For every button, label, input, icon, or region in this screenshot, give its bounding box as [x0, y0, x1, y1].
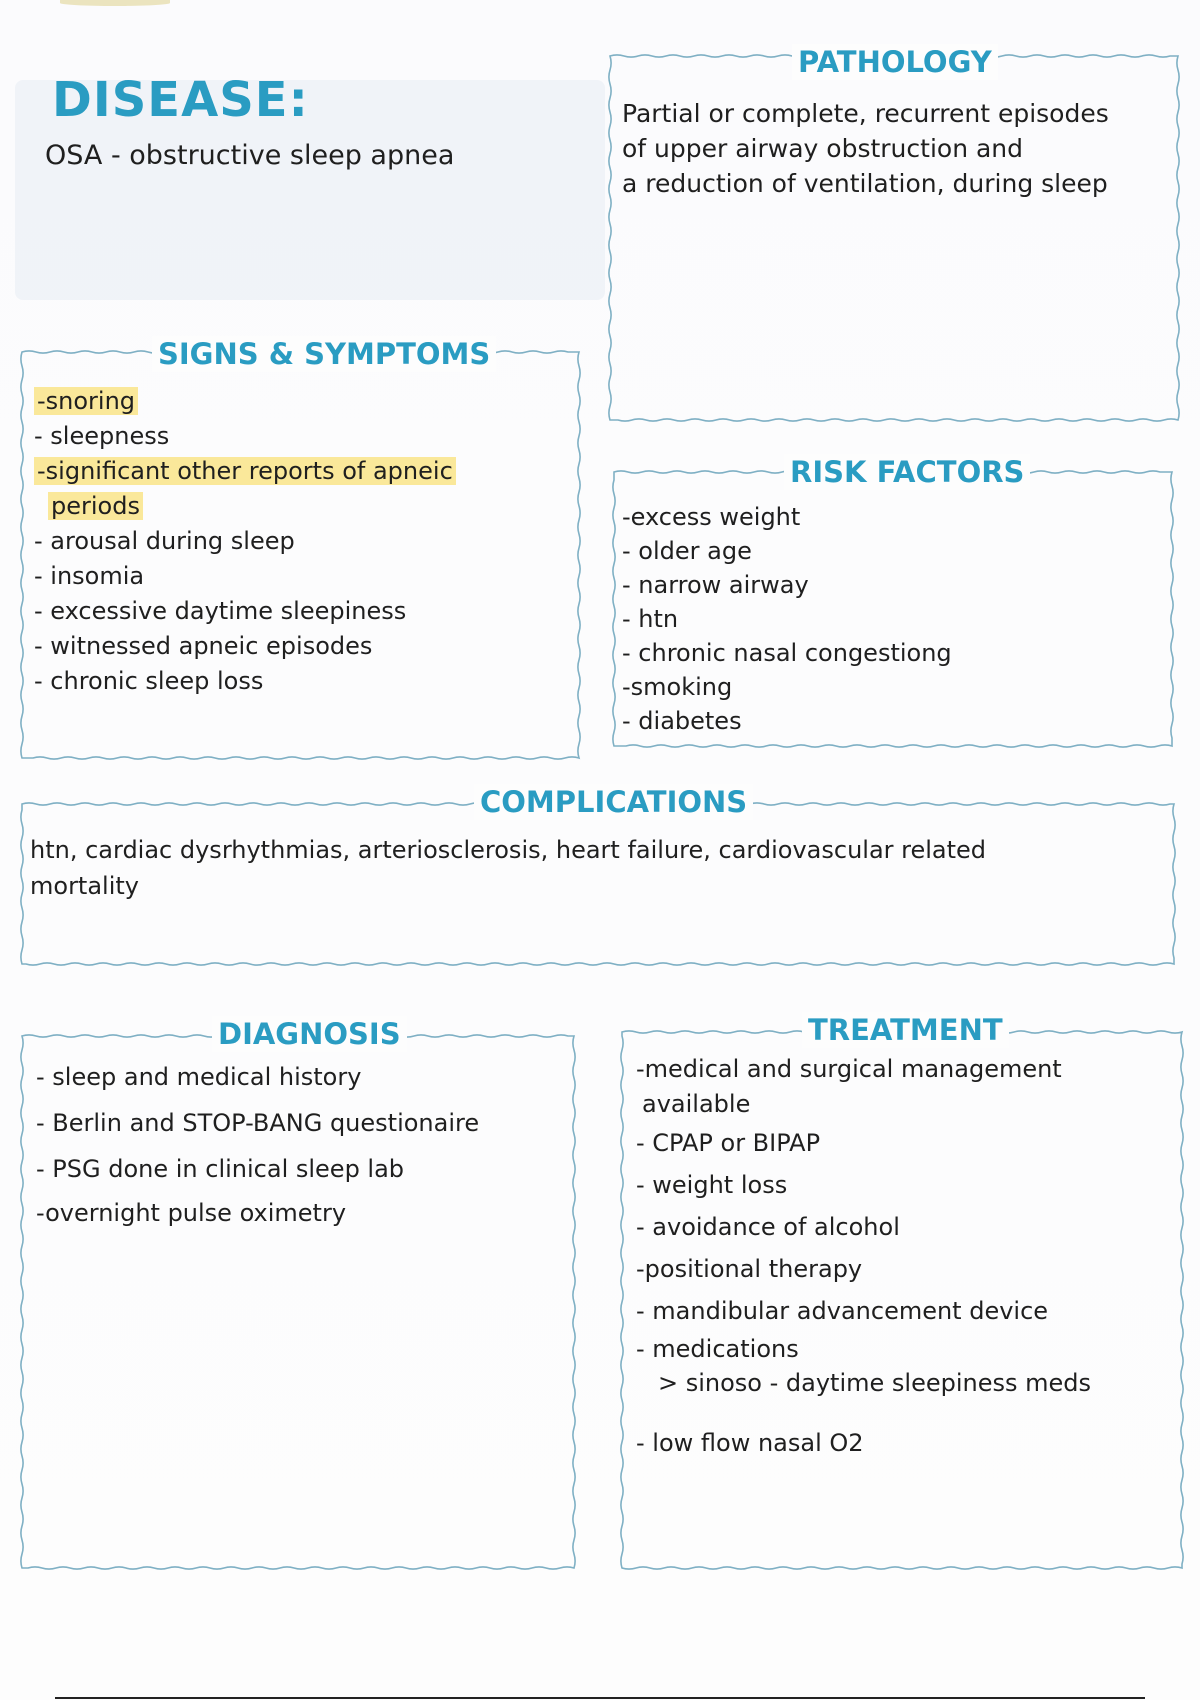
- symptom-item: [34, 419, 456, 454]
- pathology-line: Partial or complete, recurrent episodes: [622, 99, 1109, 128]
- treatment-list: [636, 1052, 1091, 1464]
- treatment-item: - mandibular advancement device: [636, 1297, 1049, 1325]
- complications-text: [30, 832, 986, 904]
- symptom-item: [34, 489, 456, 524]
- symptom-item: [34, 384, 456, 419]
- treatment-item: -positional therapy: [636, 1255, 863, 1283]
- symptom-text: - arousal during sleep: [34, 527, 295, 555]
- diagnosis-item: -overnight pulse oximetry: [36, 1199, 347, 1227]
- symptom-item: [34, 629, 456, 664]
- disease-heading: DISEASE:: [52, 72, 309, 128]
- symptom-text: - sleepness: [34, 422, 170, 450]
- risk-factor-item: - chronic nasal congestiong: [622, 639, 952, 667]
- risk-factor-item: -excess weight: [622, 503, 801, 531]
- symptom-item: [34, 559, 456, 594]
- pathology-text: [622, 96, 1109, 201]
- treatment-item: > sinoso - daytime sleepiness meds: [658, 1369, 1092, 1397]
- treatment-title: TREATMENT: [802, 1012, 1009, 1048]
- risk-factor-item: - diabetes: [622, 707, 742, 735]
- pathology-line: of upper airway obstruction and: [622, 134, 1024, 163]
- risk-factor-item: - narrow airway: [622, 571, 809, 599]
- complications-line: htn, cardiac dysrhythmias, arteriosclerosis, heart failure, cardiovascular related: [30, 836, 987, 864]
- symptom-text: - excessive daytime sleepiness: [34, 597, 407, 625]
- treatment-item: - low flow nasal O2: [636, 1429, 864, 1457]
- risk-factor-item: - older age: [622, 537, 752, 565]
- bottom-rule: [55, 1697, 1145, 1699]
- treatment-item: - weight loss: [636, 1171, 788, 1199]
- symptom-text: periods: [48, 492, 143, 520]
- symptom-text: -snoring: [34, 387, 138, 415]
- symptom-item: [34, 664, 456, 699]
- symptom-item: [34, 454, 456, 489]
- treatment-item: - avoidance of alcohol: [636, 1213, 900, 1241]
- diagnosis-title: DIAGNOSIS: [212, 1016, 407, 1052]
- top-smudge: [60, 0, 170, 6]
- symptom-text: -significant other reports of apneic: [34, 457, 456, 485]
- complications-line: mortality: [30, 872, 139, 900]
- signs-symptoms-list: [34, 384, 456, 699]
- risk-factor-item: -smoking: [622, 673, 733, 701]
- treatment-item: -medical and surgical management: [636, 1055, 1062, 1083]
- symptom-item: [34, 524, 456, 559]
- diagnosis-item: - sleep and medical history: [36, 1063, 362, 1091]
- pathology-title: PATHOLOGY: [792, 44, 998, 80]
- symptom-text: - chronic sleep loss: [34, 667, 264, 695]
- diagnosis-item: - PSG done in clinical sleep lab: [36, 1155, 405, 1183]
- risk-factor-item: - htn: [622, 605, 679, 633]
- symptom-text: - insomia: [34, 562, 145, 590]
- pathology-line: a reduction of ventilation, during sleep: [622, 169, 1108, 198]
- signs-symptoms-title: SIGNS & SYMPTOMS: [152, 336, 496, 372]
- symptom-text: - witnessed apneic episodes: [34, 632, 373, 660]
- treatment-item: [636, 1400, 1091, 1422]
- diagnosis-list: [36, 1060, 479, 1240]
- treatment-item: available: [642, 1090, 751, 1118]
- risk-factors-title: RISK FACTORS: [784, 454, 1030, 490]
- treatment-item: - CPAP or BIPAP: [636, 1129, 821, 1157]
- treatment-item: - medications: [636, 1335, 799, 1363]
- complications-title: COMPLICATIONS: [474, 784, 753, 820]
- diagnosis-item: - Berlin and STOP-BANG questionaire: [36, 1109, 480, 1137]
- disease-name: OSA - obstructive sleep apnea: [45, 140, 455, 171]
- symptom-item: [34, 594, 456, 629]
- risk-factors-list: [622, 500, 952, 738]
